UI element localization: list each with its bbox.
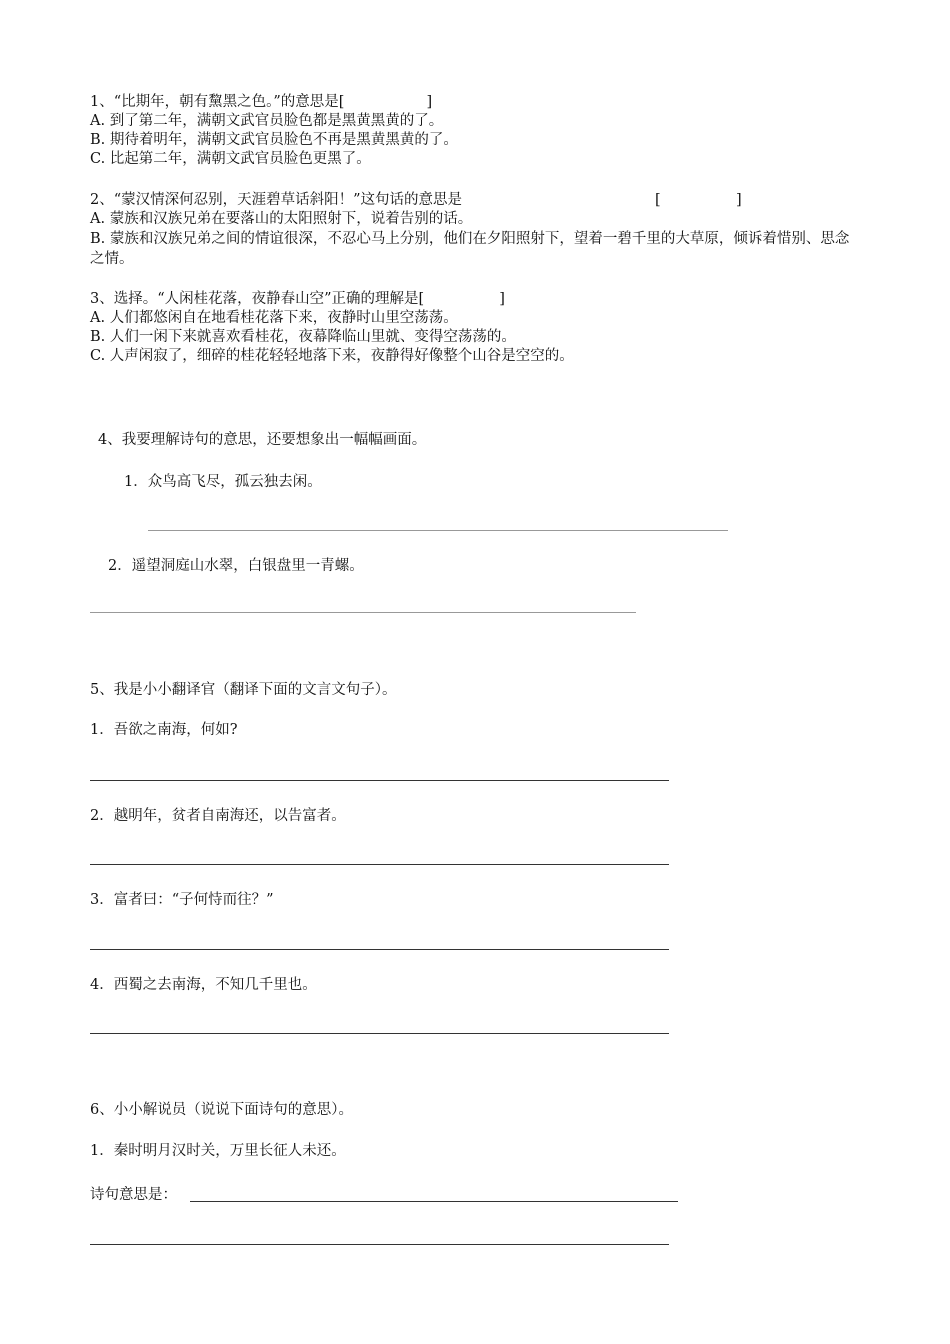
q5-item-2: 2．越明年，贫者自南海还，以告富者。 <box>90 808 346 824</box>
q2-option-b: B. 蒙族和汉族兄弟之间的情谊很深，不忍心马上分别，他们在夕阳照射下，望着一碧千里的大草原，倾诉着惜别、思念之情。 <box>90 231 850 267</box>
q4-title: 4、我要理解诗句的意思，还要想象出一幅幅画面。 <box>98 432 427 448</box>
q6-answer-line-2[interactable] <box>90 1244 669 1245</box>
q4-item-1: 1．众鸟高飞尽，孤云独去闲。 <box>124 474 322 490</box>
q1-stem: 1、“比期年，朝有黧黑之色。”的意思是[ ] <box>90 94 433 110</box>
q3-option-a: A. 人们都悠闲自在地看桂花落下来，夜静时山里空荡荡。 <box>90 310 458 326</box>
q5-item-1-answer-line[interactable] <box>90 780 669 781</box>
q3-option-b: B. 人们一闲下来就喜欢看桂花，夜幕降临山里就、变得空荡荡的。 <box>90 329 516 345</box>
q5-item-4: 4．西蜀之去南海，不知几千里也。 <box>90 977 317 993</box>
q5-item-2-answer-line[interactable] <box>90 864 669 865</box>
q1-option-b: B. 期待着明年，满朝文武官员脸色不再是黑黄黑黄的了。 <box>90 132 458 148</box>
q5-title: 5、我是小小翻译官（翻译下面的文言文句子）。 <box>90 682 397 698</box>
q1-option-c: C. 比起第二年，满朝文武官员脸色更黑了。 <box>90 151 371 167</box>
q2-answer-bracket-open: [ <box>655 192 661 208</box>
q6-answer-line-1[interactable] <box>190 1201 678 1202</box>
q4-item-1-answer-line[interactable] <box>148 530 728 531</box>
q5-item-3-answer-line[interactable] <box>90 949 669 950</box>
q4-item-2: 2．遥望洞庭山水翠，白银盘里一青螺。 <box>108 558 364 574</box>
q6-item-1: 1．秦时明月汉时关，万里长征人未还。 <box>90 1143 346 1159</box>
q5-item-3: 3．富者曰：“子何恃而往？” <box>90 892 274 908</box>
q1-option-a: A. 到了第二年，满朝文武官员脸色都是黑黄黑黄的了。 <box>90 113 444 129</box>
q5-item-1: 1．吾欲之南海，何如? <box>90 722 238 738</box>
q6-answer-label: 诗句意思是： <box>90 1187 177 1203</box>
q2-option-a: A. 蒙族和汉族兄弟在要落山的太阳照射下，说着告别的话。 <box>90 211 473 227</box>
q6-title: 6、小小解说员（说说下面诗句的意思）。 <box>90 1102 353 1118</box>
q4-item-2-answer-line[interactable] <box>90 612 636 613</box>
q3-stem: 3、选择。“人闲桂花落，夜静春山空”正确的理解是[ ] <box>90 291 505 307</box>
q2-answer-bracket-close: ] <box>736 192 742 208</box>
q3-answer-bracket-close: ] <box>499 291 505 307</box>
q2-stem: 2、“蒙汉情深何忍别，天涯碧草话斜阳！”这句话的意思是 <box>90 192 463 208</box>
q3-option-c: C. 人声闲寂了，细碎的桂花轻轻地落下来，夜静得好像整个山谷是空空的。 <box>90 348 574 364</box>
q1-answer-bracket-close: ] <box>426 94 433 110</box>
q5-item-4-answer-line[interactable] <box>90 1033 669 1034</box>
